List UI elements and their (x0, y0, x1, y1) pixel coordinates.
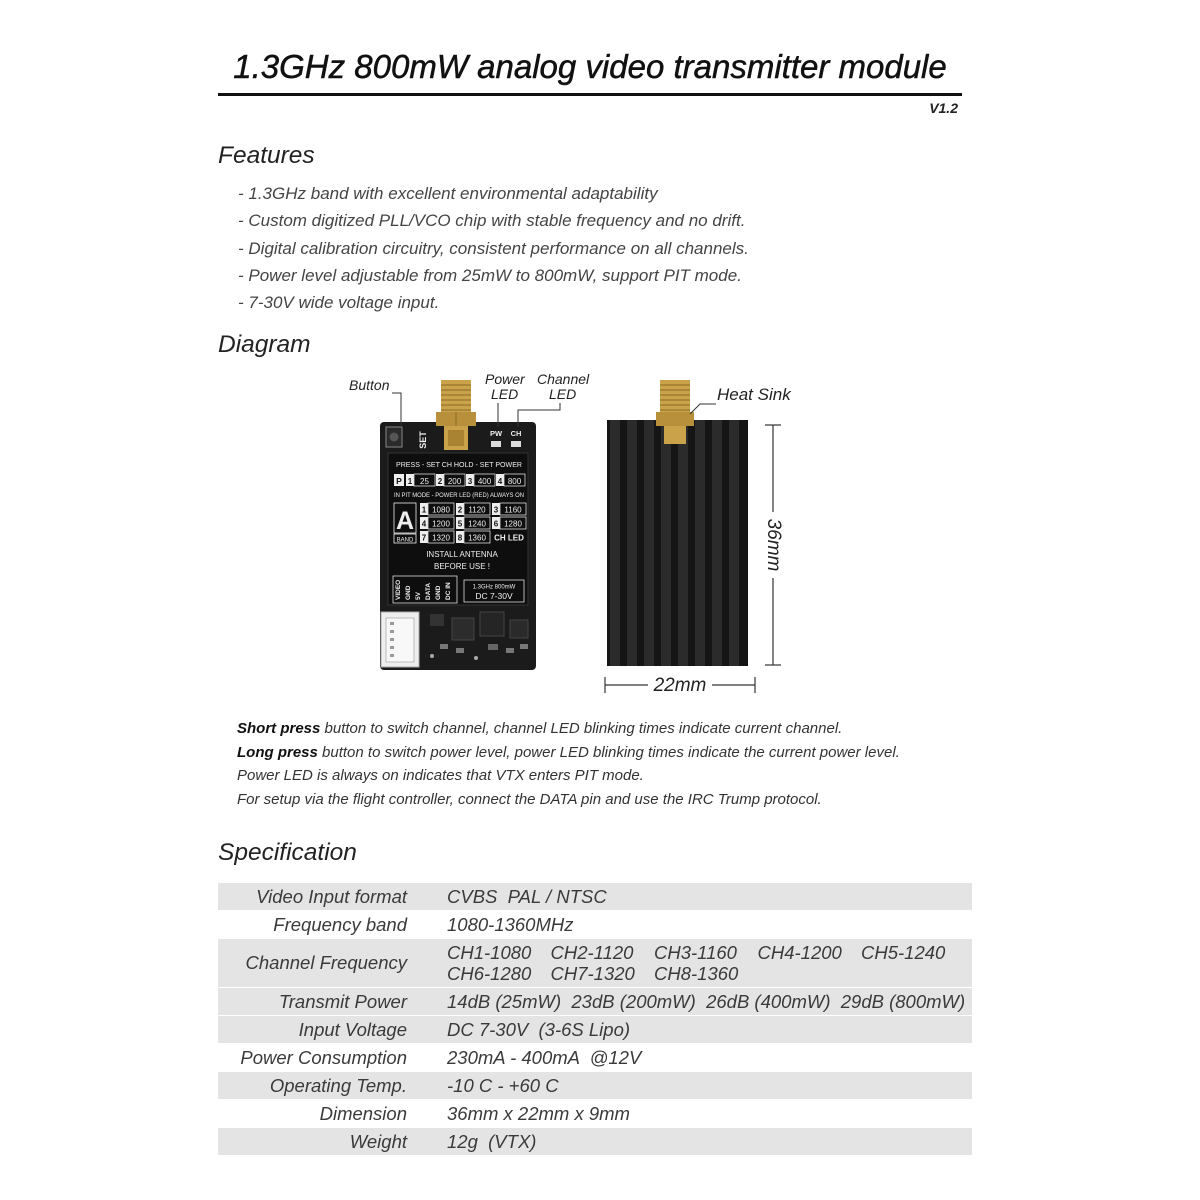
pcb-channel-num: 5 (457, 519, 463, 529)
features-list (238, 180, 749, 316)
pcb-press-hold: PRESS - SET CH HOLD - SET POWER (396, 460, 523, 469)
power-led-callout: Power (485, 371, 525, 387)
pcb-pw-label: PW (489, 429, 503, 438)
pcb-set-label: SET (418, 431, 428, 449)
pcb-channel-mhz: 1080 (432, 505, 450, 515)
table-row (218, 1100, 972, 1127)
specification-table (218, 883, 972, 1155)
channel-led-callout: LED (549, 386, 577, 402)
pcb-channel-mhz: 1200 (432, 519, 450, 529)
spec-label: Dimension (319, 1102, 407, 1124)
pcb-channel-mhz: 1320 (432, 533, 450, 543)
table-row (218, 1072, 972, 1099)
pcb-channel-num: 3 (493, 505, 499, 515)
table-row (218, 1044, 972, 1071)
pcb-pin-label: DATA (425, 582, 432, 600)
spec-label: Channel Frequency (245, 952, 407, 973)
pcb-install-line: BEFORE USE ! (433, 562, 491, 571)
pcb-power-num: 4 (497, 477, 503, 486)
note-text: button to switch power level, power LED blinking times indicate the current power level. (317, 743, 900, 761)
pcb-power-num: 2 (437, 477, 443, 486)
width-label: 22mm (653, 675, 707, 696)
channel-frequency: CH7-1320 (550, 963, 635, 984)
channel-frequency: CH1-1080 (447, 942, 532, 963)
channel-frequency: CH6-1280 (447, 963, 532, 984)
feature-item: - Custom digitized PLL/VCO chip with stable frequency and no drift. (238, 211, 746, 231)
pcb-power-num: 3 (467, 477, 473, 486)
pcb-power-prefix: P (396, 476, 402, 486)
pcb-power-mw: 800 (507, 477, 522, 486)
spec-value: DC 7-30V (3-6S Lipo) (447, 1018, 631, 1040)
channel-led (511, 441, 521, 447)
table-row (218, 939, 972, 987)
spec-label: Video Input format (256, 885, 407, 907)
note-line (237, 717, 900, 741)
table-row (218, 1128, 972, 1155)
button-callout: Button (349, 377, 390, 393)
channel-frequency: CH8-1360 (654, 963, 739, 984)
vtx-module (380, 380, 536, 670)
pcb-channel-num: 6 (493, 519, 499, 529)
feature-item: - 7-30V wide voltage input. (238, 293, 440, 313)
spec-label: Power Consumption (240, 1046, 407, 1068)
pcb-channel-mhz: 1240 (468, 519, 486, 529)
pcb-channel-num: 4 (421, 519, 427, 529)
channel-frequency: CH3-1160 (654, 942, 737, 963)
specification-heading: Specification (218, 839, 357, 866)
spec-label: Frequency band (273, 913, 407, 935)
height-dimension (762, 425, 784, 665)
note-line (237, 741, 900, 765)
diagram-heading: Diagram (218, 331, 311, 358)
spec-value: 14dB (25mW) 23dB (200mW) 26dB (400mW) 29dB (800mW) (447, 990, 966, 1012)
pcb-pit-note: IN PIT MODE - POWER LED (RED) ALWAYS ON (394, 493, 524, 499)
note-text: For setup via the flight controller, connect the DATA pin and use the IRC Trump protocol. (237, 791, 822, 809)
pcb-band-letter: A (395, 507, 415, 535)
title-underline (218, 93, 962, 96)
feature-item: - Power level adjustable from 25mW to 800mW, support PIT mode. (238, 265, 742, 285)
spec-value: 36mm x 22mm x 9mm (447, 1102, 630, 1124)
heat-sink-callout: Heat Sink (717, 385, 791, 404)
channel-frequency: CH4-1200 (757, 942, 842, 963)
power-led (491, 441, 501, 447)
pcb-channel-mhz: 1280 (504, 519, 522, 529)
pcb-power-mw: 25 (420, 477, 429, 486)
pcb-channel-num: 8 (457, 533, 463, 543)
table-row (218, 1016, 972, 1043)
version-label: V1.2 (929, 100, 958, 116)
note-emphasis: Long press (237, 743, 318, 761)
spec-label: Operating Temp. (269, 1074, 407, 1096)
pcb-pin-label: 5V (415, 592, 422, 600)
features-heading: Features (218, 142, 315, 169)
spec-value: CVBS PAL / NTSC (447, 885, 607, 907)
note-text: Power LED is always on indicates that VTX enters PIT mode. (237, 767, 644, 785)
pcb-sticker (388, 453, 528, 605)
note-text: button to switch channel, channel LED blinking times indicate current channel. (320, 720, 843, 737)
spec-value: 12g (VTX) (447, 1130, 537, 1152)
pcb-rating-line: 1.3GHz 800mW (472, 584, 516, 591)
spec-value: -10 C - +60 C (447, 1074, 559, 1096)
diagram-figure (330, 360, 810, 705)
pcb-channel-num: 2 (457, 505, 463, 515)
power-led-callout: LED (491, 386, 519, 402)
pcb-channel-num: 1 (421, 505, 427, 515)
heat-sink (607, 380, 748, 666)
pcb-band-label: BAND (396, 537, 414, 544)
channel-frequency: CH5-1240 (861, 942, 946, 963)
spec-value: 1080-1360MHz (447, 913, 574, 935)
pcb-channel-mhz: 1360 (468, 533, 486, 543)
pcb-channel-num: 7 (421, 533, 427, 543)
channel-frequency: CH2-1120 (550, 942, 634, 963)
table-row (218, 988, 972, 1015)
pcb-channel-mhz: 1120 (468, 505, 486, 515)
spec-value: 230mA - 400mA @12V (447, 1046, 642, 1068)
channel-led-callout: Channel (537, 371, 590, 387)
pcb-pin-label: DC IN (445, 582, 452, 600)
feature-item: - 1.3GHz band with excellent environmental adaptability (238, 184, 658, 203)
pcb-power-num: 1 (407, 477, 413, 486)
document-title: 1.3GHz 800mW analog video transmitter module (233, 48, 947, 85)
pcb-power-mw: 400 (477, 477, 492, 486)
pcb-channel-mhz: 1160 (504, 505, 522, 515)
pcb-pin-label: GND (435, 585, 442, 600)
spec-label: Input Voltage (298, 1018, 407, 1040)
width-dimension (605, 673, 755, 697)
note-emphasis: Short press (237, 720, 321, 737)
spec-label: Transmit Power (278, 990, 407, 1012)
pcb-ch-label: CH (510, 429, 522, 438)
usage-notes (237, 717, 900, 812)
pcb-ch-led-label: CH LED (494, 533, 524, 543)
channel-frequency-grid (447, 942, 965, 984)
note-line (237, 764, 900, 788)
pcb-power-mw: 200 (447, 477, 462, 486)
pcb-install-line: INSTALL ANTENNA (426, 550, 498, 559)
pcb-pin-label: VIDEO (395, 579, 402, 600)
set-button (386, 427, 402, 447)
height-label: 36mm (762, 518, 784, 572)
pcb-pin-label: GND (405, 585, 412, 600)
spec-label: Weight (349, 1130, 407, 1152)
pcb-rating-line: DC 7-30V (475, 591, 513, 601)
feature-item: - Digital calibration circuitry, consistent performance on all channels. (238, 238, 749, 258)
note-line (237, 788, 900, 812)
